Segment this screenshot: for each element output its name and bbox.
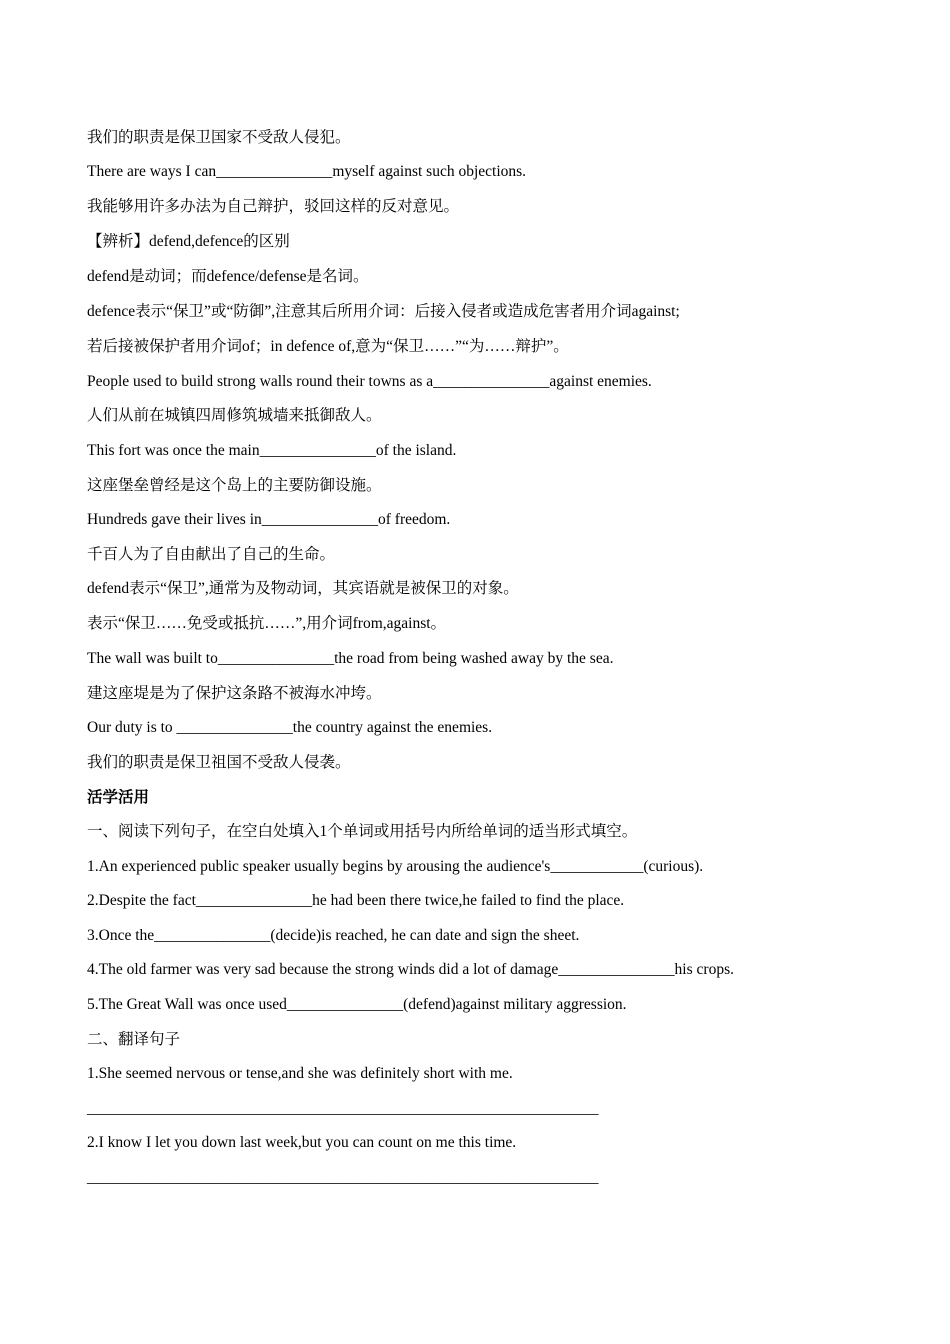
text-line: defence表示“保卫”或“防御”,注意其后所用介词：后接入侵者或造成危害者用介词against; [87, 303, 680, 320]
text-line: 表示“保卫……免受或抵抗……”,用介词from,against。 [87, 615, 447, 632]
answer-line: __________________________________________________________________ [87, 1169, 599, 1186]
text-line: 人们从前在城镇四周修筑城墙来抵御敌人。 [87, 407, 382, 424]
text-line: This fort was once the main_______________of the island. [87, 442, 457, 459]
text-line: defend表示“保卫”,通常为及物动词，其宾语就是被保卫的对象。 [87, 580, 519, 597]
text-line: 千百人为了自由献出了自己的生命。 [87, 546, 336, 563]
answer-line: __________________________________________________________________ [87, 1100, 599, 1117]
text-line: 【辨析】defend,defence的区别 [87, 233, 290, 250]
text-line: There are ways I can_______________myself against such objections. [87, 163, 527, 180]
text-line: 这座堡垒曾经是这个岛上的主要防御设施。 [87, 477, 382, 494]
text-line: defend是动词；而defence/defense是名词。 [87, 268, 369, 285]
exercise-item: 1.An experienced public speaker usually begins by arousing the audience's____________(curious). [87, 858, 704, 875]
text-line: 建这座堤是为了保护这条路不被海水冲垮。 [87, 685, 382, 702]
text-line: 我能够用许多办法为自己辩护，驳回这样的反对意见。 [87, 198, 460, 215]
exercise-item: 2.Despite the fact_______________he had been there twice,he failed to find the place. [87, 892, 625, 909]
translation-item: 2.I know I let you down last week,but you can count on me this time. [87, 1134, 517, 1151]
text-line: 若后接被保护者用介词of；in defence of,意为“保卫……”“为……辩护”。 [87, 338, 569, 355]
text-line: 一、阅读下列句子，在空白处填入1个单词或用括号内所给单词的适当形式填空。 [87, 823, 638, 840]
text-line: Our duty is to _______________the country against the enemies. [87, 719, 493, 736]
translation-item: 1.She seemed nervous or tense,and she was definitely short with me. [87, 1065, 513, 1082]
text-line: 我们的职责是保卫国家不受敌人侵犯。 [87, 129, 351, 146]
text-line: Hundreds gave their lives in_______________of freedom. [87, 511, 451, 528]
text-line: People used to build strong walls round their towns as a_______________against enemies. [87, 373, 652, 390]
section-heading: 活学活用 [87, 789, 150, 806]
text-line: 我们的职责是保卫祖国不受敌人侵袭。 [87, 754, 351, 771]
text-line: 二、翻译句子 [87, 1031, 181, 1048]
exercise-item: 3.Once the_______________(decide)is reached, he can date and sign the sheet. [87, 927, 580, 944]
exercise-item: 4.The old farmer was very sad because the strong winds did a lot of damage_______________his crops. [87, 961, 734, 978]
text-line: The wall was built to_______________the road from being washed away by the sea. [87, 650, 614, 667]
exercise-item: 5.The Great Wall was once used_______________(defend)against military aggression. [87, 996, 627, 1013]
